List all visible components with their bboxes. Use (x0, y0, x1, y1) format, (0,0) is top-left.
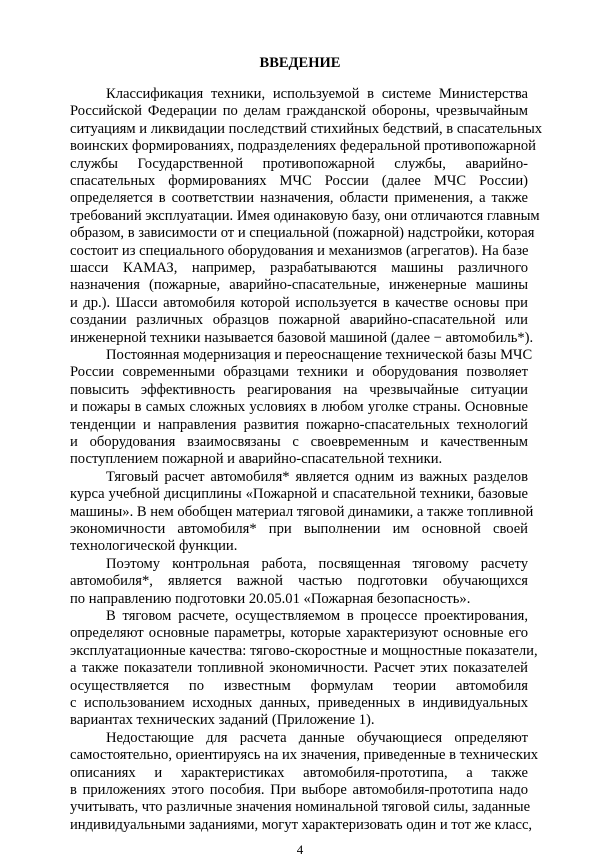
text-line: воинских формированиях, подразделениях федеральной противопожарной (70, 138, 536, 155)
text-line: ситуациям и ликвидации последствий стихийных бедствий, в спасательных (70, 120, 543, 137)
text-line: курса учебной дисциплины «Пожарной и спасательной техники, базовые (70, 486, 528, 503)
text-line: эксплуатационные качества: тягово-скоростные и мощностные показатели, (70, 642, 538, 659)
page-number: 4 (296, 842, 304, 858)
text-line: самостоятельно, ориентируясь на их значения, приведенные в технических (70, 747, 539, 764)
text-line: В тяговом расчете, осуществляемом в процессе проектирования, (106, 608, 528, 624)
text-line: создании различных образцов пожарной аварийно-спасательной или (70, 312, 528, 329)
text-line: вариантах технических заданий (Приложение 1). (70, 712, 375, 729)
text-line: машины». В нем обобщен материал тяговой динамики, а также топливной (70, 503, 534, 520)
text-line: Российской Федерации по делам гражданской обороны, чрезвычайным (70, 103, 528, 120)
text-line: спасательных формированиях МЧС России (далее МЧС России) (70, 173, 528, 189)
text-line: Постоянная модернизация и переоснащение технической базы МЧС (106, 347, 533, 363)
text-line: технологической функции. (70, 538, 238, 555)
text-line: по направлению подготовки 20.05.01 «Пожарная безопасность». (70, 590, 471, 607)
text-line: повысить эффективность реагирования на чрезвычайные ситуации (70, 381, 528, 398)
text-line: поступлением пожарной и аварийно-спасательной техники. (70, 451, 443, 468)
text-line: учитывать, что различные значения номинальной тяговой силы, заданные (70, 799, 531, 816)
text-line: инженерной техники называется базовой машиной (далее − автомобиль*). (70, 329, 534, 346)
text-line: Тяговый расчет автомобиля* является одним из важных разделов (106, 468, 528, 485)
text-line: России современными образцами техники и оборудования позволяет (70, 364, 528, 381)
text-line: Поэтому контрольная работа, посвященная тяговому расчету (106, 555, 528, 572)
text-line: требований эксплуатации. Имея одинаковую базу, они отличаются главным (70, 207, 540, 224)
text-line: Недостающие для расчета данные обучающиеся определяют (106, 729, 528, 746)
page-title: ВВЕДЕНИЕ (259, 55, 341, 71)
text-line: службы Государственной противопожарной службы, аварийно- (70, 155, 528, 172)
text-line: определяют основные параметры, которые характеризуют основные его (70, 625, 528, 642)
text-line: а также показатели топливной экономичности. Расчет этих показателей (70, 660, 528, 677)
text-line: индивидуальными заданиями, могут характеризовать один и тот же класс, (70, 816, 533, 833)
text-line: назначения (пожарные, аварийно-спасательные, инженерные машины (70, 277, 528, 294)
text-line: и пожары в самых сложных условиях в любом уголке страны. Основные (70, 399, 528, 416)
text-line: экономичности автомобиля* при выполнении им основной своей (70, 521, 528, 537)
text-line: определяется в соответствии назначения, области применения, а также (70, 190, 528, 207)
text-line: образом, в зависимости от и специальной (пожарной) надстройки, которая (70, 225, 535, 242)
text-line: автомобиля*, является важной частью подготовки обучающихся (70, 573, 528, 590)
text-line: с использованием исходных данных, приведенных в индивидуальных (70, 695, 528, 711)
text-line: и оборудования взаимосвязаны с своевременным и качественным (70, 434, 528, 450)
text-line: Классификация техники, используемой в системе Министерства (106, 86, 528, 102)
text-line: состоит из специального оборудования и механизмов (агрегатов). На базе (70, 242, 529, 259)
text-line: тенденции и направления развития пожарно-спасательных технологий (70, 416, 528, 433)
text-line: осуществляется по известным формулам теории автомобиля (70, 677, 528, 694)
text-line: и др.). Шасси автомобиля которой используется в качестве основы при (70, 294, 528, 311)
text-line: в приложениях этого пособия. При выборе автомобиля-прототипа надо (70, 782, 528, 798)
text-line: описаниях и характеристиках автомобиля-прототипа, а также (70, 764, 528, 781)
text-line: шасси КАМАЗ, например, разрабатываются машины различного (70, 260, 528, 276)
